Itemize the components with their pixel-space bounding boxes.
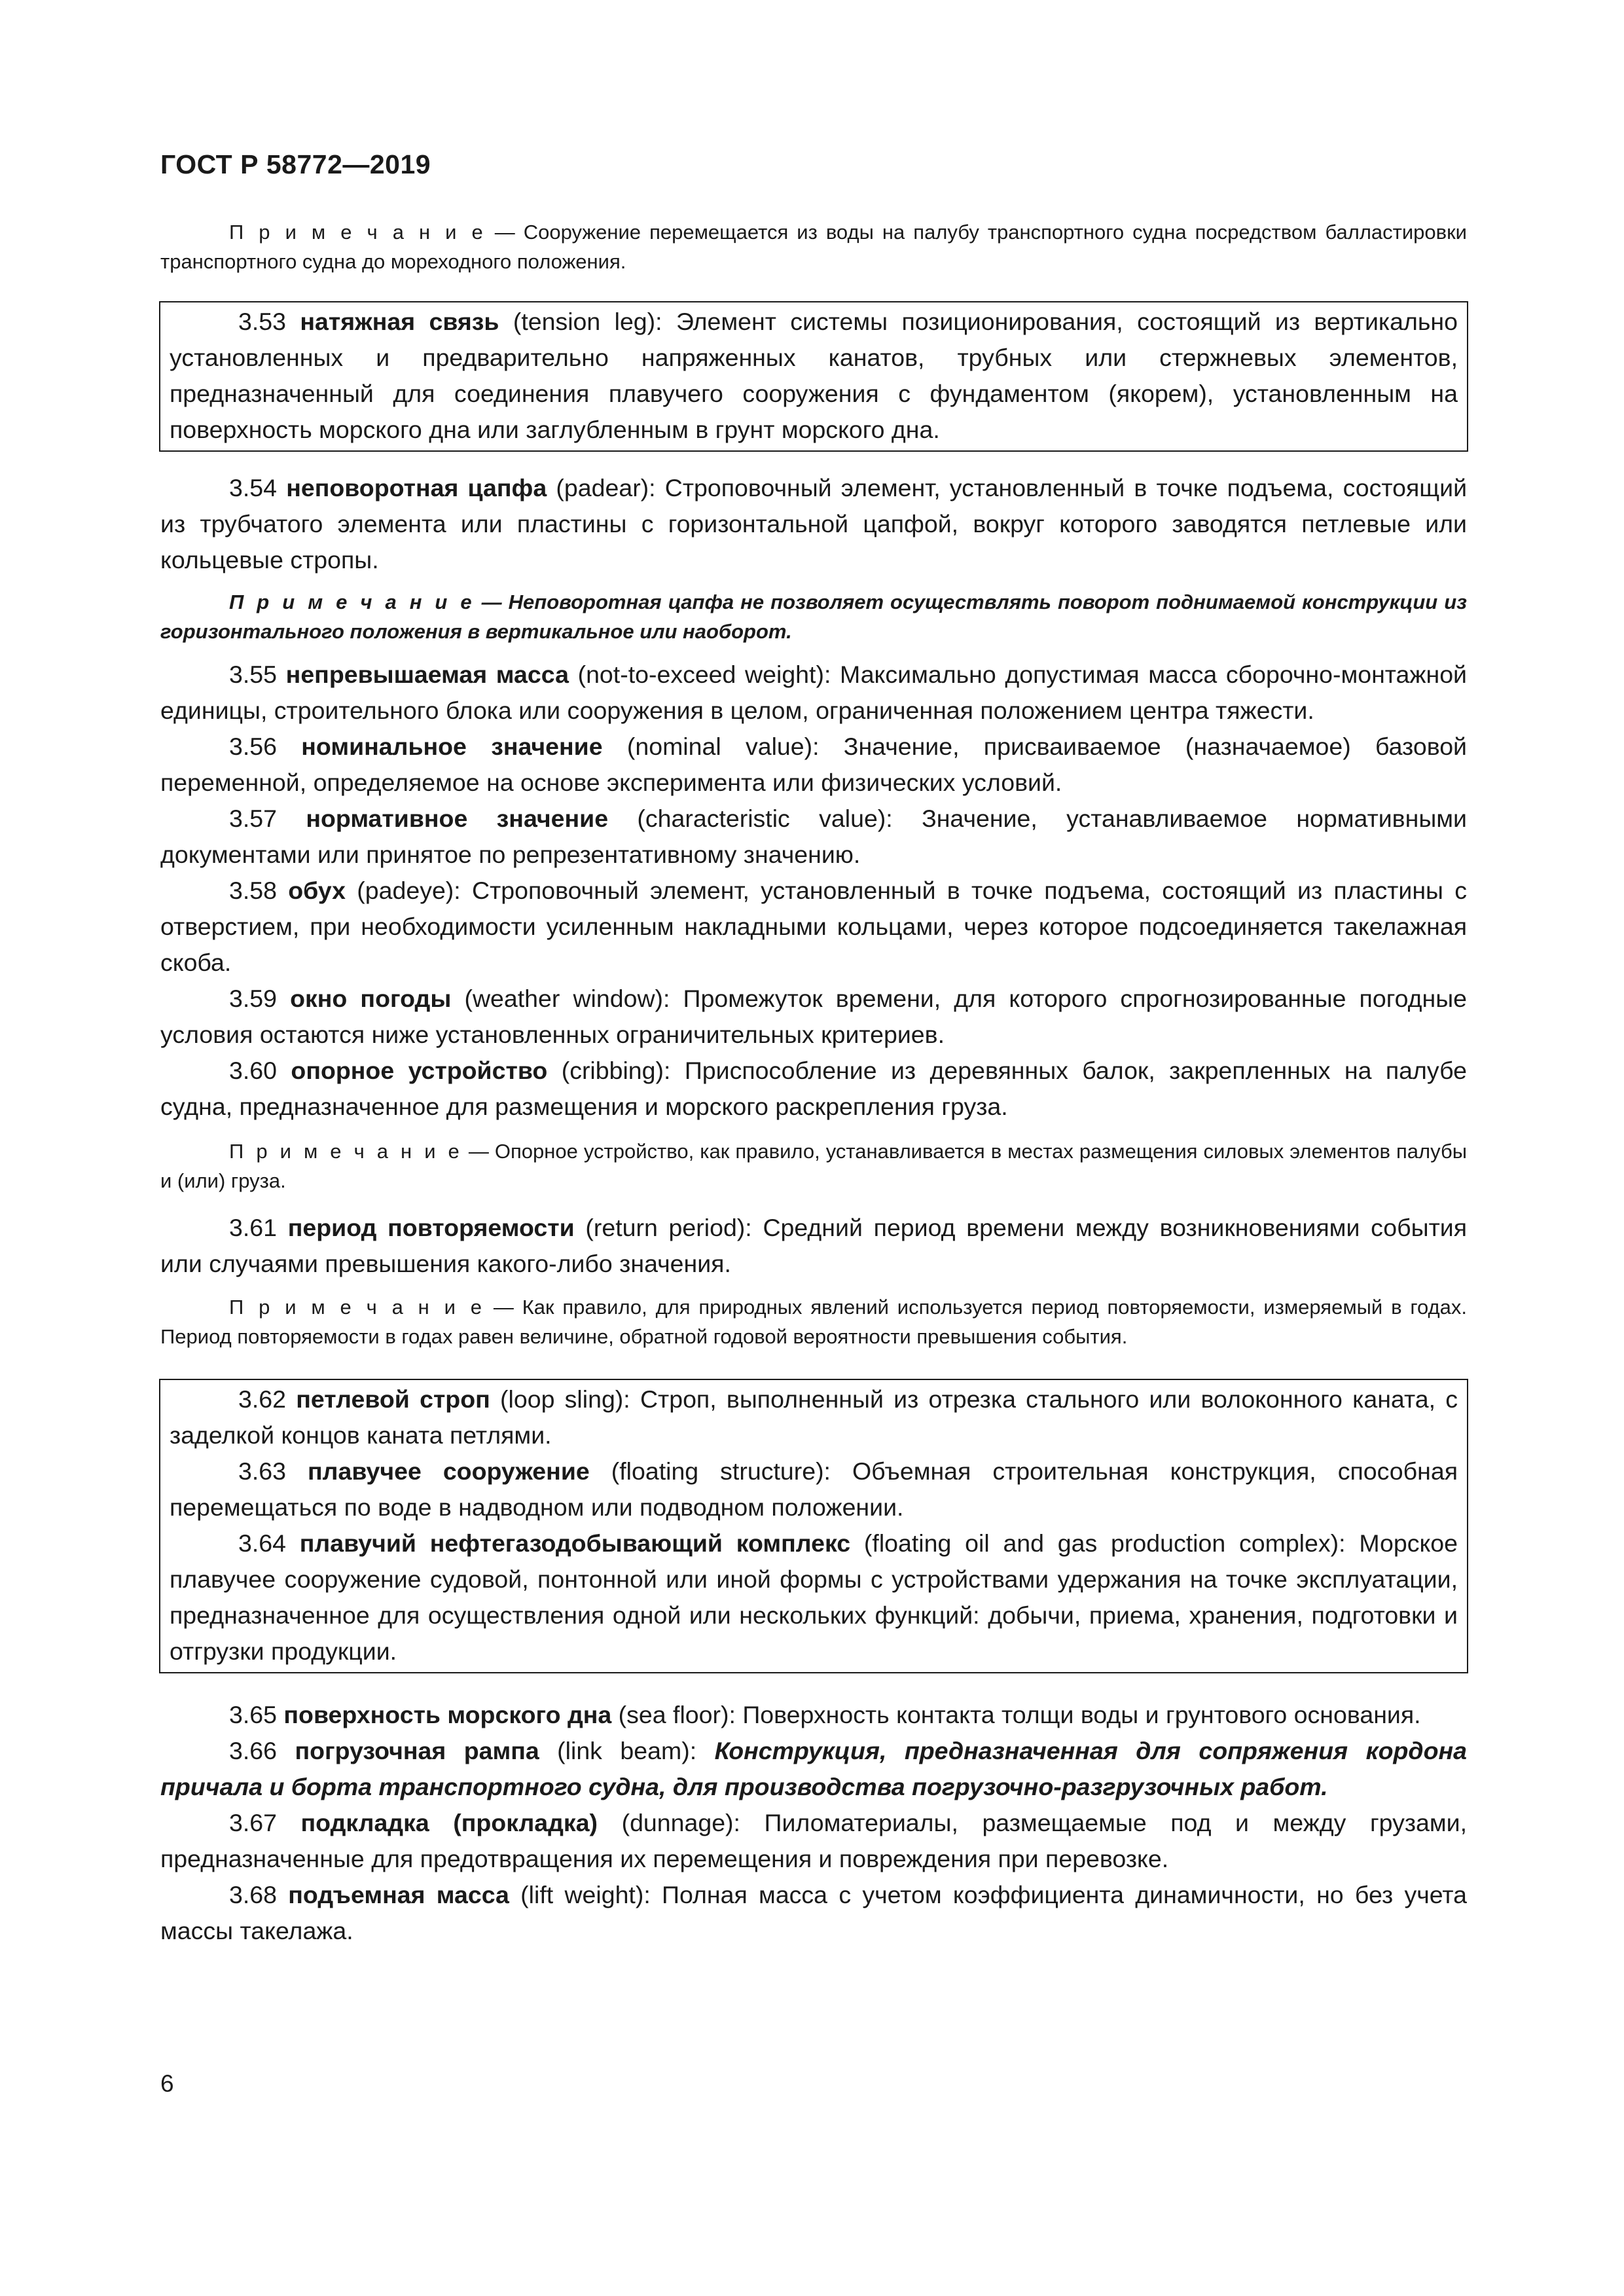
term-entry-3-54: 3.54 неповоротная цапфа (padear): Строповочный элемент, установленный в точке подъема, состоящий из трубчатого элемента или пластины с горизонтальной цапфой, вокруг которого заводятся петлевые или кольцевые стропы. bbox=[160, 474, 1468, 574]
term-entry-3-68: 3.68 подъемная масса (lift weight): Полная масса с учетом коэффициента динамичности, но без учета массы такелажа. bbox=[160, 1881, 1467, 1944]
term-entry-3-53: 3.53 натяжная связь (tension leg): Элемент системы позиционирования, состоящий из вертикально установленных и предварительно напряженных канатов, трубных или стержневых элементов, предназначенный для соединения плавучего сооружения с фундаментом (якорем), установленным на поверхность морского дна или заглубленным в грунт морского дна. bbox=[170, 308, 1458, 443]
term-name: нормативное значение bbox=[306, 805, 609, 832]
term-definition: Строповочный элемент, установленный в точке подъема, состоящий из трубчатого элемента или пластины с горизонтальной цапфой, вокруг которого заводятся петлевые или кольцевые стропы. bbox=[160, 474, 1468, 574]
term-name: неповоротная цапфа bbox=[286, 474, 547, 501]
note-text: Сооружение перемещается из воды на палубу транспортного судна посредством балластировки транспортного судна до мореходного положения. bbox=[160, 221, 1467, 273]
note-3-54: П р и м е ч а н и е — Неповоротная цапфа не позволяет осуществлять поворот поднимаемой конструкции из горизонтального положения в вертикальное или наоборот. bbox=[160, 591, 1467, 643]
term-definition: Средний период времени между возникновениями события или случаями превышения какого-либо значения. bbox=[160, 1214, 1468, 1277]
term-name: номинальное значение bbox=[301, 733, 603, 760]
term-definition: Промежуток времени, для которого спрогнозированные погодные условия остаются ниже установленных ограничительных критериев. bbox=[160, 985, 1467, 1048]
term-name: опорное устройство bbox=[291, 1057, 548, 1084]
term-definition: Строп, выполненный из отрезка стального или волоконного каната, с заделкой концов каната петлями. bbox=[170, 1385, 1458, 1449]
term-name: поверхность морского дна bbox=[283, 1701, 612, 1728]
note-text: Опорное устройство, как правило, устанавливается в местах размещения силовых элементов палубы и (или) груза. bbox=[160, 1140, 1467, 1192]
changed-entry-box-353 bbox=[159, 301, 1468, 452]
note-label: П р и м е ч а н и е bbox=[229, 221, 486, 244]
term-name: плавучее сооружение bbox=[308, 1457, 590, 1485]
term-name: подъемная масса bbox=[288, 1881, 509, 1908]
term-entry-3-58: 3.58 обух (padeye): Строповочный элемент, установленный в точке подъема, состоящий из пластины с отверстием, при необходимости усиленным накладными кольцами, через которое подсоединяется такелажная скоба. bbox=[160, 877, 1467, 976]
term-entry-3-64: 3.64 плавучий нефтегазодобывающий комплекс (floating oil and gas production complex): Морское плавучее сооружение судовой, понтонной или иной формы с устройствами удержания на точке эксплуатации, предназначенное для осуществления одной или нескольких функций: добычи, приема, хранения, подготовки и отгрузки продукции. bbox=[170, 1529, 1458, 1665]
note-label: П р и м е ч а н и е bbox=[229, 591, 475, 613]
note-label: П р и м е ч а н и е bbox=[229, 1296, 485, 1319]
term-entry-3-60: 3.60 опорное устройство (cribbing): Приспособление из деревянных балок, закрепленных на палубе судна, предназначенное для размещения и морского раскрепления груза. bbox=[160, 1057, 1468, 1120]
term-definition: Полная масса с учетом коэффициента динамичности, но без учета массы такелажа. bbox=[160, 1881, 1467, 1944]
page-number: 6 bbox=[160, 2070, 174, 2097]
term-name: подкладка (прокладка) bbox=[300, 1809, 598, 1836]
note-top: П р и м е ч а н и е — Сооружение перемещается из воды на палубу транспортного судна посредством балластировки транспортного судна до мореходного положения. bbox=[160, 221, 1467, 273]
term-entry-3-56: 3.56 номинальное значение (nominal value): Значение, присваиваемое (назначаемое) базовой переменной, определяемое на основе эксперимента или физических условий. bbox=[160, 733, 1467, 796]
term-entry-3-67: 3.67 подкладка (прокладка) (dunnage): Пиломатериалы, размещаемые под и между грузами, предназначенные для предотвращения их перемещения и повреждения при перевозке. bbox=[160, 1809, 1468, 1872]
term-definition: Строповочный элемент, установленный в точке подъема, состоящий из пластины с отверстием, при необходимости усиленным накладными кольцами, через которое подсоединяется такелажная скоба. bbox=[160, 877, 1467, 976]
term-definition: Морское плавучее сооружение судовой, понтонной или иной формы с устройствами удержания на точке эксплуатации, предназначенное для осуществления одной или нескольких функций: добычи, приема, хранения, подготовки и отгрузки продукции. bbox=[170, 1529, 1458, 1665]
term-name: непревышаемая масса bbox=[285, 661, 569, 688]
term-definition: Объемная строительная конструкция, способная перемещаться по воде в надводном или подводном положении. bbox=[170, 1457, 1458, 1521]
term-name: погрузочная рампа bbox=[295, 1737, 539, 1764]
term-entry-3-59: 3.59 окно погоды (weather window): Промежуток времени, для которого спрогнозированные погодные условия остаются ниже установленных ограничительных критериев. bbox=[160, 985, 1467, 1048]
term-name: окно погоды bbox=[290, 985, 452, 1012]
term-name: плавучий нефтегазодобывающий комплекс bbox=[299, 1529, 851, 1557]
note-3-61: П р и м е ч а н и е — Как правило, для природных явлений используется период повторяемости, измеряемый в годах. Период повторяемости в годах равен величине, обратной годовой вероятности превышения события. bbox=[160, 1296, 1467, 1348]
term-definition: Элемент системы позиционирования, состоящий из вертикально установленных и предварительно напряженных канатов, трубных или стержневых элементов, предназначенный для соединения плавучего сооружения с фундаментом (якорем), установленным на поверхность морского дна или заглубленным в грунт морского дна. bbox=[170, 308, 1458, 443]
term-name: обух bbox=[288, 877, 346, 904]
term-name: петлевой строп bbox=[296, 1385, 490, 1413]
term-entry-3-61: 3.61 период повторяемости (return period): Средний период времени между возникновениями события или случаями превышения какого-либо значения. bbox=[160, 1214, 1468, 1277]
changed-entry-box-362-364 bbox=[159, 1379, 1468, 1673]
term-definition: Максимально допустимая масса сборочно-монтажной единицы, строительного блока или сооружения в целом, ограниченная положением центра тяжести. bbox=[160, 661, 1467, 724]
term-definition: Приспособление из деревянных балок, закрепленных на палубе судна, предназначенное для размещения и морского раскрепления груза. bbox=[160, 1057, 1468, 1120]
document-code-header: ГОСТ Р 58772—2019 bbox=[160, 149, 431, 179]
term-name: период повторяемости bbox=[287, 1214, 575, 1241]
term-entry-3-55: 3.55 непревышаемая масса (not-to-exceed weight): Максимально допустимая масса сборочно-монтажной единицы, строительного блока или сооружения в целом, ограниченная положением центра тяжести. bbox=[160, 661, 1467, 724]
term-entry-3-66: 3.66 погрузочная рампа (link beam): Конструкция, предназначенная для сопряжения кордона причала и борта транспортного судна, для производства погрузочно-разгрузочных работ. bbox=[160, 1737, 1467, 1800]
document-body bbox=[160, 217, 1467, 1949]
term-definition: Пиломатериалы, размещаемые под и между грузами, предназначенные для предотвращения их перемещения и повреждения при перевозке. bbox=[160, 1809, 1468, 1872]
term-definition: Значение, присваиваемое (назначаемое) базовой переменной, определяемое на основе эксперимента или физических условий. bbox=[160, 733, 1467, 796]
term-entry-3-65: 3.65 поверхность морского дна (sea floor): Поверхность контакта толщи воды и грунтового основания. bbox=[229, 1701, 1421, 1728]
term-definition: Значение, устанавливаемое нормативными документами или принятое по репрезентативному значению. bbox=[160, 805, 1467, 868]
term-definition: Конструкция, предназначенная для сопряжения кордона причала и борта транспортного судна, для производства погрузочно-разгрузочных работ. bbox=[160, 1737, 1467, 1800]
term-name: натяжная связь bbox=[300, 308, 499, 335]
note-label: П р и м е ч а н и е bbox=[229, 1140, 463, 1163]
term-entry-3-63: 3.63 плавучее сооружение (floating structure): Объемная строительная конструкция, способная перемещаться по воде в надводном или подводном положении. bbox=[170, 1457, 1458, 1521]
term-entry-3-57: 3.57 нормативное значение (characteristic value): Значение, устанавливаемое нормативными документами или принятое по репрезентативному значению. bbox=[160, 805, 1467, 868]
note-3-60: П р и м е ч а н и е — Опорное устройство, как правило, устанавливается в местах размещения силовых элементов палубы и (или) груза. bbox=[160, 1140, 1467, 1192]
term-entry-3-62: 3.62 петлевой строп (loop sling): Строп, выполненный из отрезка стального или волоконного каната, с заделкой концов каната петлями. bbox=[170, 1385, 1458, 1449]
note-text: Как правило, для природных явлений используется период повторяемости, измеряемый в годах. Период повторяемости в годах равен величине, обратной годовой вероятности превышения события. bbox=[160, 1296, 1467, 1348]
term-definition: Поверхность контакта толщи воды и грунтового основания. bbox=[742, 1701, 1421, 1728]
note-text: Неповоротная цапфа не позволяет осуществлять поворот поднимаемой конструкции из горизонтального положения в вертикальное или наоборот. bbox=[160, 591, 1467, 643]
